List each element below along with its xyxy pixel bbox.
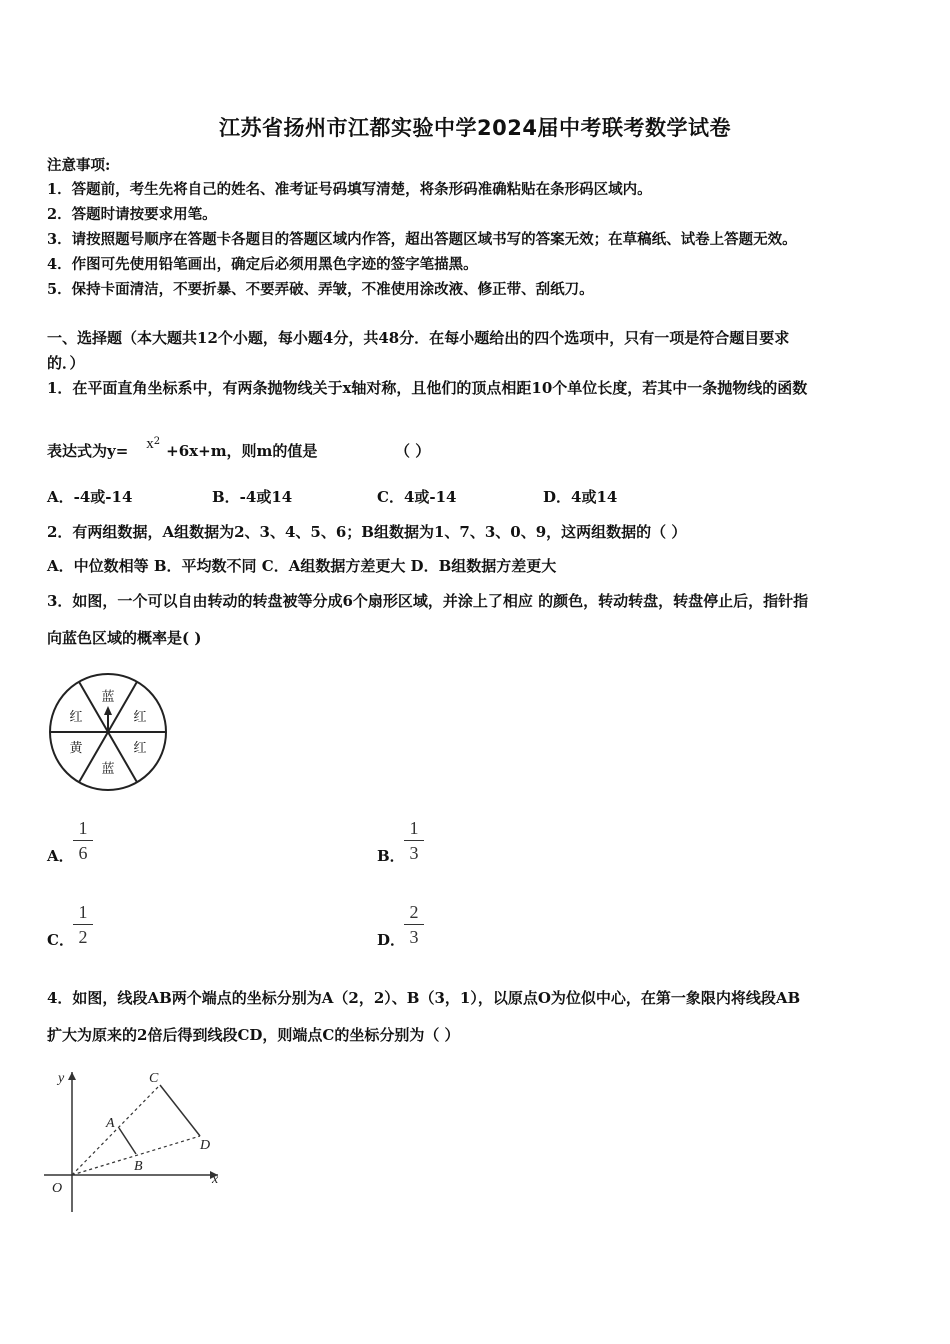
q3-option-c-letter: C． [47,931,74,949]
q1-option-c: C．4或-14 [377,488,457,506]
fraction-numerator: 1 [409,818,419,838]
fraction-denominator: 3 [409,927,419,947]
q1-expr-exp: 2 [153,436,161,447]
page-title: 江苏省扬州市江都实验中学2024届中考联考数学试卷 [219,116,731,140]
notice-heading: 注意事项: [47,157,111,174]
section-heading-cont: 的．） [47,354,85,372]
notice-item: 4．作图可先使用铅笔画出，确定后必须用黑色字迹的签字笔描黑。 [47,256,478,273]
label-o: O [52,1181,63,1196]
label-a: A [106,1116,115,1131]
pointer-arrow-icon [104,706,112,715]
q1-expr-suffix: +6x+m，则m的值是 [166,442,318,460]
q3-option-b-fraction [404,818,424,863]
label-x: x [212,1172,219,1187]
q1-expr-x: x [146,436,154,452]
q1-option-a: A．-4或-14 [47,488,133,506]
q1-text: 1．在平面直角坐标系中，有两条抛物线关于x轴对称，且他们的顶点相距10个单位长度，若其中一条抛物线的函数 [47,379,808,397]
fraction-denominator: 2 [78,927,88,947]
fraction-denominator: 6 [78,843,88,863]
label-d: D [200,1138,211,1153]
q1-text-line2 [47,436,318,461]
section-heading: 一、选择题（本大题共12个小题，每小题4分，共48分．在每小题给出的四个选项中，只有一项是符合题目要求 [47,329,790,347]
sector-label: 黄 [69,741,83,756]
ray-oc [72,1085,160,1175]
label-b: B [134,1159,143,1174]
segment-ab [119,1128,136,1154]
notice-item: 3．请按照题号顺序在答题卡各题目的答题区域内作答，超出答题区域书写的答案无效；在草稿纸、试卷上答题无效。 [47,231,797,248]
q2-options: A．中位数相等 B．平均数不同 C．A组数据方差更大 D．B组数据方差更大 [47,557,557,575]
sector-label: 蓝 [101,690,115,705]
sector-label: 红 [69,710,83,725]
fraction-numerator: 1 [78,902,88,922]
fraction-denominator: 3 [409,843,419,863]
q1-answer-paren: （ ） [395,442,431,460]
q3-text: 3．如图，一个可以自由转动的转盘被等分成6个扇形区域，并涂上了相应 的颜色，转动转盘，转盘停止后，指针指 [47,592,809,610]
sector-label: 红 [133,710,147,725]
spinner-figure [48,672,178,792]
notice-item: 5．保持卡面清洁，不要折暴、不要弄破、弄皱，不准使用涂改液、修正带、刮纸刀。 [47,281,594,298]
q4-text-line2: 扩大为原来的2倍后得到线段CD，则端点C的坐标分别为（ ） [47,1026,460,1044]
q3-option-b-letter: B． [377,847,405,865]
q1-option-d: D．4或14 [543,488,618,506]
q3-option-a-letter: A． [47,847,74,865]
coordinate-figure [40,1062,230,1217]
q3-option-a-fraction [73,818,93,863]
q1-expr-prefix: 表达式为y= [47,442,129,460]
fraction-numerator: 2 [409,902,419,922]
label-c: C [149,1071,159,1086]
label-y: y [58,1071,65,1086]
q3-option-d-letter: D． [377,931,406,949]
notice-item: 1．答题前，考生先将自己的姓名、准考证号码填写清楚，将条形码准确粘贴在条形码区域内。 [47,181,652,198]
q4-text: 4．如图，线段AB两个端点的坐标分别为A（2，2）、B（3，1），以原点O为位似中心，在第一象限内将线段AB [47,989,801,1007]
y-arrow-icon [68,1072,76,1080]
q3-text-line2: 向蓝色区域的概率是( ) [47,629,202,647]
segment-cd [160,1085,200,1136]
q3-option-d-fraction [404,902,424,947]
q1-option-b: B．-4或14 [212,488,293,506]
sector-label: 蓝 [101,762,115,777]
sector-label: 红 [133,741,147,756]
q3-option-c-fraction [73,902,93,947]
q2-text: 2．有两组数据，A组数据为2、3、4、5、6；B组数据为1、7、3、0、9，这两组数据的（ ） [47,523,687,541]
fraction-numerator: 1 [78,818,88,838]
notice-item: 2．答题时请按要求用笔。 [47,206,217,223]
